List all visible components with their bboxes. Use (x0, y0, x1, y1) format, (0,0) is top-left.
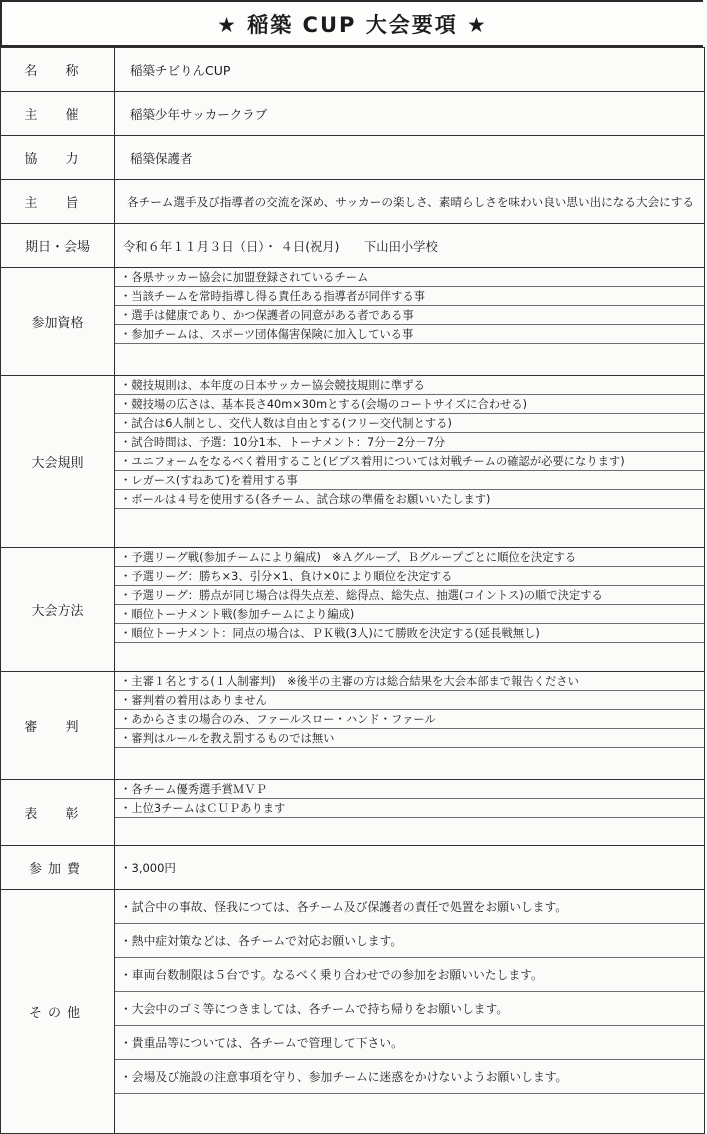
section-content-awards (115, 780, 705, 846)
section-content-referee (115, 672, 705, 780)
list-item: ・競技場の広さは、基本長さ40m×30mとする(会場のコートサイズに合わせる) (115, 395, 704, 414)
table-row (1, 846, 705, 890)
list-item (115, 748, 704, 767)
requirements-table (0, 47, 705, 1134)
field-label-purpose: 主 旨 (1, 180, 115, 224)
table-row (1, 224, 705, 268)
list-item: ・主審１名とする(１人制審判) ※後半の主審の方は総合結果を大会本部まで報告ください (115, 672, 704, 691)
list-item: ・予選リーグ戦(参加チームにより編成) ※Ａグループ、Ｂグループごとに順位を決定する (115, 548, 704, 567)
section-content-other (115, 890, 705, 1134)
list-item: ・競技規則は、本年度の日本サッカー協会競技規則に準ずる (115, 376, 704, 395)
list-item (115, 509, 704, 528)
list-item: ・試合時間は、予選：10分1本、トーナメント：7分－2分－7分 (115, 433, 704, 452)
list-item: ・審判はルールを教え罰するものでは無い (115, 729, 704, 748)
list-item: ・選手は健康であり、かつ保護者の同意がある者である事 (115, 306, 704, 325)
section-label-referee: 審 判 (1, 672, 115, 780)
section-content-eligibility (115, 268, 705, 376)
list-item: ・参加チームは、スポーツ団体傷害保険に加入している事 (115, 325, 704, 344)
field-value-organizer: 稲築少年サッカークラブ (115, 92, 705, 136)
list-item: ・ボールは４号を使用する(各チーム、試合球の準備をお願いいたします) (115, 490, 704, 509)
table-row (1, 136, 705, 180)
field-value-name: 稲築チビりんCUP (115, 48, 705, 92)
list-item: ・当該チームを常時指導し得る責任ある指導者が同伴する事 (115, 287, 704, 306)
table-row (1, 180, 705, 224)
list-item: ・車両台数制限は５台です。なるべく乗り合わせでの参加をお願いいたします。 (115, 958, 704, 992)
table-row (1, 548, 705, 672)
list-item: ・レガース(すねあて)を着用する事 (115, 471, 704, 490)
table-row (1, 376, 705, 548)
list-item (115, 818, 704, 837)
list-item: ・審判着の着用はありません (115, 691, 704, 710)
field-label-date-venue: 期日・会場 (1, 224, 115, 268)
list-item (115, 1094, 704, 1128)
list-item: ・あからさまの場合のみ、ファールスロー・ハンド・ファール (115, 710, 704, 729)
list-item: ・熱中症対策などは、各チームで対応お願いします。 (115, 924, 704, 958)
list-item (115, 643, 704, 662)
table-row (1, 48, 705, 92)
section-label-format: 大会方法 (1, 548, 115, 672)
list-item: ・大会中のゴミ等につきましては、各チームで持ち帰りをお願いします。 (115, 992, 704, 1026)
field-value-date-venue: 令和６年１１月３日（日）・ ４日(祝月) 下山田小学校 (115, 224, 705, 268)
section-label-rules: 大会規則 (1, 376, 115, 548)
table-row (1, 92, 705, 136)
table-row (1, 780, 705, 846)
section-label-fee: 参加費 (1, 846, 115, 890)
field-label-organizer: 主 催 (1, 92, 115, 136)
list-item: ・ユニフォームをなるべく着用すること(ビブス着用については対戦チームの確認が必要になります) (115, 452, 704, 471)
list-item: ・貴重品等については、各チームで管理して下さい。 (115, 1026, 704, 1060)
field-value-cooperation: 稲築保護者 (115, 136, 705, 180)
section-label-other: その他 (1, 890, 115, 1134)
list-item: ・順位トーナメント戦(参加チームにより編成) (115, 605, 704, 624)
section-content-rules (115, 376, 705, 548)
document-title: ★ 稲築 CUP 大会要項 ★ (0, 0, 703, 47)
list-item: ・各チーム優秀選手賞ＭＶＰ (115, 780, 704, 799)
field-label-name: 名 称 (1, 48, 115, 92)
list-item: ・順位トーナメント：同点の場合は、ＰＫ戦(3人)にて勝敗を決定する(延長戦無し) (115, 624, 704, 643)
field-label-cooperation: 協 力 (1, 136, 115, 180)
section-label-eligibility: 参加資格 (1, 268, 115, 376)
field-value-purpose: 各チーム選手及び指導者の交流を深め、サッカーの楽しさ、素晴らしさを味わい良い思い出になる大会にする (115, 180, 705, 224)
section-label-awards: 表 彰 (1, 780, 115, 846)
section-value-fee: ・3,000円 (115, 846, 705, 890)
list-item: ・試合は6人制とし、交代人数は自由とする(フリー交代制とする) (115, 414, 704, 433)
section-content-format (115, 548, 705, 672)
table-row (1, 268, 705, 376)
list-item: ・会場及び施設の注意事項を守り、参加チームに迷惑をかけないようお願いします。 (115, 1060, 704, 1094)
list-item (115, 344, 704, 363)
list-item: ・上位3チームはＣＵＰあります (115, 799, 704, 818)
list-item: ・各県サッカー協会に加盟登録されているチーム (115, 268, 704, 287)
list-item: ・予選リーグ：勝点が同じ場合は得失点差、総得点、総失点、抽選(コイントス)の順で決定する (115, 586, 704, 605)
table-row (1, 672, 705, 780)
list-item: ・試合中の事故、怪我につては、各チーム及び保護者の責任で処置をお願いします。 (115, 890, 704, 924)
list-item: ・予選リーグ：勝ち×3、引分×1、負け×0により順位を決定する (115, 567, 704, 586)
table-row (1, 890, 705, 1134)
